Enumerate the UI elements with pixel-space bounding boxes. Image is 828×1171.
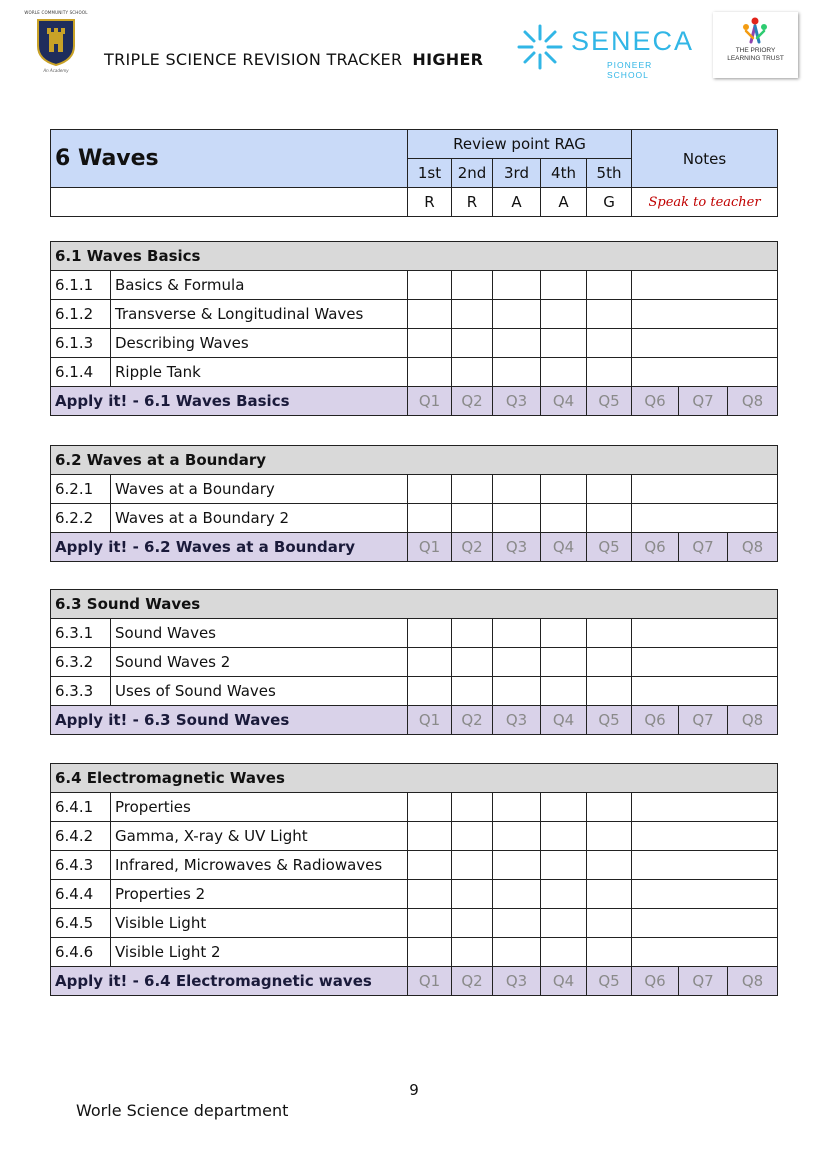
notes-entry-cell[interactable]: [632, 793, 778, 822]
item-name: Infrared, Microwaves & Radiowaves: [111, 851, 408, 880]
item-code: 6.4.2: [51, 822, 111, 851]
topic-header-table: [50, 129, 778, 217]
rag-entry-cell[interactable]: [493, 619, 541, 648]
rag-entry-cell[interactable]: [493, 909, 541, 938]
question-cell[interactable]: Q5: [587, 967, 632, 996]
table-row: [51, 880, 778, 909]
item-name: Ripple Tank: [111, 358, 408, 387]
apply-it-label: Apply it! - 6.1 Waves Basics: [51, 387, 408, 416]
rag-entry-cell[interactable]: [452, 271, 493, 300]
item-code: 6.3.1: [51, 619, 111, 648]
item-name: Transverse & Longitudinal Waves: [111, 300, 408, 329]
rag-entry-cell[interactable]: [587, 358, 632, 387]
rag-entry-cell[interactable]: [452, 909, 493, 938]
rag-entry-cell[interactable]: [587, 880, 632, 909]
item-name: Waves at a Boundary 2: [111, 504, 408, 533]
crest-icon: [36, 18, 76, 66]
rag-entry-cell[interactable]: [408, 880, 452, 909]
rag-entry-cell[interactable]: [541, 475, 587, 504]
question-cell[interactable]: Q6: [632, 387, 679, 416]
rag-entry-cell[interactable]: [408, 358, 452, 387]
item-name: Visible Light 2: [111, 938, 408, 967]
rag-entry-cell[interactable]: [541, 329, 587, 358]
question-cell[interactable]: Q5: [587, 533, 632, 562]
seneca-burst-icon: [515, 22, 565, 72]
rag-entry-cell[interactable]: [587, 619, 632, 648]
rag-entry-cell[interactable]: [452, 358, 493, 387]
rag-entry-cell[interactable]: [452, 677, 493, 706]
question-cell[interactable]: Q7: [679, 967, 728, 996]
rag-entry-cell[interactable]: [493, 475, 541, 504]
rag-entry-cell[interactable]: [408, 909, 452, 938]
table-row: [51, 909, 778, 938]
section-title: 6.3 Sound Waves: [51, 590, 778, 619]
table-row: [51, 358, 778, 387]
item-name: Basics & Formula: [111, 271, 408, 300]
rag-entry-cell[interactable]: [408, 677, 452, 706]
item-name: Properties: [111, 793, 408, 822]
rag-entry-cell[interactable]: [493, 793, 541, 822]
rag-entry-cell[interactable]: [541, 300, 587, 329]
notes-entry-cell[interactable]: [632, 938, 778, 967]
page-number: 9: [409, 1081, 419, 1099]
apply-row: [51, 967, 778, 996]
item-code: 6.2.1: [51, 475, 111, 504]
item-name: Uses of Sound Waves: [111, 677, 408, 706]
table-row: [51, 329, 778, 358]
item-name: Properties 2: [111, 880, 408, 909]
section-table: [50, 589, 778, 735]
rag-entry-cell[interactable]: [587, 329, 632, 358]
rag-entry-cell[interactable]: [587, 475, 632, 504]
table-row: [51, 271, 778, 300]
rag-entry-cell[interactable]: [541, 271, 587, 300]
rag-entry-cell[interactable]: [587, 677, 632, 706]
question-cell[interactable]: Q7: [679, 533, 728, 562]
apply-it-label: Apply it! - 6.4 Electromagnetic waves: [51, 967, 408, 996]
rag-entry-cell[interactable]: [587, 822, 632, 851]
item-code: 6.3.3: [51, 677, 111, 706]
rag-entry-cell[interactable]: [493, 271, 541, 300]
seneca-sub: PIONEER SCHOOL: [607, 60, 653, 80]
apply-row: [51, 706, 778, 735]
rag-entry-cell[interactable]: [541, 851, 587, 880]
question-cell[interactable]: Q1: [408, 706, 452, 735]
question-cell[interactable]: Q4: [541, 387, 587, 416]
rag-entry-cell[interactable]: [541, 677, 587, 706]
question-cell[interactable]: Q6: [632, 533, 679, 562]
item-code: 6.3.2: [51, 648, 111, 677]
notes-entry-cell[interactable]: [632, 648, 778, 677]
school-sub: An Academy: [43, 68, 69, 73]
rag-entry-cell[interactable]: [493, 358, 541, 387]
question-cell[interactable]: Q1: [408, 967, 452, 996]
table-row: [51, 793, 778, 822]
rag-entry-cell[interactable]: [493, 677, 541, 706]
notes-value[interactable]: Speak to teacher: [632, 188, 778, 217]
item-code: 6.4.5: [51, 909, 111, 938]
rag-entry-cell[interactable]: [587, 938, 632, 967]
rag-entry-cell[interactable]: [587, 648, 632, 677]
apply-row: [51, 533, 778, 562]
rag-entry-cell[interactable]: [541, 822, 587, 851]
item-name: Visible Light: [111, 909, 408, 938]
apply-it-label: Apply it! - 6.3 Sound Waves: [51, 706, 408, 735]
rag-entry-cell[interactable]: [408, 938, 452, 967]
question-cell[interactable]: Q4: [541, 967, 587, 996]
rag-entry-cell[interactable]: [493, 504, 541, 533]
section-title: 6.2 Waves at a Boundary: [51, 446, 778, 475]
rag-entry-cell[interactable]: [452, 648, 493, 677]
question-cell[interactable]: Q6: [632, 706, 679, 735]
rag-entry-cell[interactable]: [541, 793, 587, 822]
rag-entry-cell[interactable]: [541, 358, 587, 387]
rag-value-2[interactable]: R: [452, 188, 493, 217]
rag-entry-cell[interactable]: [493, 880, 541, 909]
question-cell[interactable]: Q1: [408, 533, 452, 562]
question-cell[interactable]: Q3: [493, 706, 541, 735]
item-code: 6.4.6: [51, 938, 111, 967]
table-row: [51, 648, 778, 677]
trust-figures-icon: [739, 16, 771, 46]
rag-entry-cell[interactable]: [408, 619, 452, 648]
question-cell[interactable]: Q5: [587, 706, 632, 735]
rag-entry-cell[interactable]: [408, 648, 452, 677]
question-cell[interactable]: Q3: [493, 387, 541, 416]
question-cell[interactable]: Q7: [679, 387, 728, 416]
section-title: 6.1 Waves Basics: [51, 242, 778, 271]
rag-entry-cell[interactable]: [452, 329, 493, 358]
rag-value-1[interactable]: R: [408, 188, 452, 217]
apply-row: [51, 387, 778, 416]
question-cell[interactable]: Q7: [679, 706, 728, 735]
rag-entry-cell[interactable]: [541, 648, 587, 677]
rag-entry-cell[interactable]: [452, 880, 493, 909]
rag-entry-cell[interactable]: [452, 938, 493, 967]
page-header: [0, 0, 828, 100]
review-point-3: 3rd: [493, 159, 541, 188]
tracker-title: [104, 50, 483, 69]
school-caption: WORLE COMMUNITY SCHOOL: [24, 10, 88, 15]
table-row: [51, 677, 778, 706]
question-cell[interactable]: Q2: [452, 967, 493, 996]
seneca-logo: [515, 22, 695, 80]
trust-name-line-2: LEARNING TRUST: [727, 55, 784, 62]
review-point-1: 1st: [408, 159, 452, 188]
rag-value-4[interactable]: A: [541, 188, 587, 217]
department-name: Worle Science department: [76, 1101, 289, 1120]
notes-entry-cell[interactable]: [632, 619, 778, 648]
rag-entry-cell[interactable]: [587, 851, 632, 880]
rag-entry-cell[interactable]: [587, 504, 632, 533]
rag-entry-cell[interactable]: [452, 822, 493, 851]
rag-entry-cell[interactable]: [587, 909, 632, 938]
question-cell[interactable]: Q8: [728, 706, 778, 735]
rag-entry-cell[interactable]: [452, 504, 493, 533]
item-code: 6.4.4: [51, 880, 111, 909]
notes-entry-cell[interactable]: [632, 909, 778, 938]
notes-entry-cell[interactable]: [632, 329, 778, 358]
apply-it-label: Apply it! - 6.2 Waves at a Boundary: [51, 533, 408, 562]
tracker-title-text: TRIPLE SCIENCE REVISION TRACKER: [104, 50, 403, 69]
rag-entry-cell[interactable]: [587, 271, 632, 300]
notes-entry-cell[interactable]: [632, 300, 778, 329]
rag-entry-cell[interactable]: [541, 909, 587, 938]
item-code: 6.1.1: [51, 271, 111, 300]
rag-entry-cell[interactable]: [587, 300, 632, 329]
question-cell[interactable]: Q3: [493, 967, 541, 996]
question-cell[interactable]: Q2: [452, 533, 493, 562]
rag-value-5[interactable]: G: [587, 188, 632, 217]
review-point-label: Review point RAG: [408, 130, 632, 159]
question-cell[interactable]: Q5: [587, 387, 632, 416]
table-row: [51, 619, 778, 648]
rag-entry-cell[interactable]: [587, 793, 632, 822]
rag-entry-cell[interactable]: [452, 793, 493, 822]
review-point-5: 5th: [587, 159, 632, 188]
notes-entry-cell[interactable]: [632, 358, 778, 387]
section-table: [50, 763, 778, 996]
rag-entry-cell[interactable]: [541, 938, 587, 967]
item-code: 6.1.4: [51, 358, 111, 387]
item-name: Sound Waves 2: [111, 648, 408, 677]
question-cell[interactable]: Q4: [541, 533, 587, 562]
rag-entry-cell[interactable]: [493, 329, 541, 358]
rag-entry-cell[interactable]: [408, 329, 452, 358]
item-code: 6.2.2: [51, 504, 111, 533]
rag-entry-cell[interactable]: [408, 851, 452, 880]
table-row: [51, 938, 778, 967]
notes-entry-cell[interactable]: [632, 475, 778, 504]
table-row: [51, 822, 778, 851]
question-cell[interactable]: Q3: [493, 533, 541, 562]
notes-entry-cell[interactable]: [632, 504, 778, 533]
rag-entry-cell[interactable]: [452, 619, 493, 648]
topic-blank-cell[interactable]: [51, 188, 408, 217]
rag-entry-cell[interactable]: [493, 851, 541, 880]
item-name: Sound Waves: [111, 619, 408, 648]
item-name: Waves at a Boundary: [111, 475, 408, 504]
rag-entry-cell[interactable]: [452, 300, 493, 329]
rag-entry-cell[interactable]: [493, 938, 541, 967]
table-row: [51, 851, 778, 880]
rag-entry-cell[interactable]: [541, 619, 587, 648]
item-code: 6.4.3: [51, 851, 111, 880]
rag-value-3[interactable]: A: [493, 188, 541, 217]
question-cell[interactable]: Q8: [728, 387, 778, 416]
trust-name: [713, 47, 798, 63]
rag-entry-cell[interactable]: [408, 793, 452, 822]
question-cell[interactable]: Q8: [728, 967, 778, 996]
rag-entry-cell[interactable]: [452, 851, 493, 880]
notes-header: Notes: [632, 130, 778, 188]
notes-entry-cell[interactable]: [632, 851, 778, 880]
review-point-4: 4th: [541, 159, 587, 188]
seneca-name: SENECA: [571, 26, 695, 56]
table-row: [51, 504, 778, 533]
notes-entry-cell[interactable]: [632, 822, 778, 851]
item-code: 6.1.2: [51, 300, 111, 329]
rag-entry-cell[interactable]: [408, 822, 452, 851]
rag-entry-cell[interactable]: [408, 475, 452, 504]
topic-title: 6 Waves: [51, 130, 408, 188]
rag-entry-cell[interactable]: [541, 504, 587, 533]
item-name: Describing Waves: [111, 329, 408, 358]
question-cell[interactable]: Q6: [632, 967, 679, 996]
tier-label: HIGHER: [412, 50, 484, 69]
question-cell[interactable]: Q1: [408, 387, 452, 416]
rag-entry-cell[interactable]: [541, 880, 587, 909]
school-logo: [20, 10, 92, 73]
table-row: [51, 300, 778, 329]
item-code: 6.1.3: [51, 329, 111, 358]
rag-entry-cell[interactable]: [408, 504, 452, 533]
rag-entry-cell[interactable]: [493, 300, 541, 329]
section-table: [50, 241, 778, 416]
trust-logo: [713, 12, 798, 78]
question-cell[interactable]: Q2: [452, 706, 493, 735]
item-name: Gamma, X-ray & UV Light: [111, 822, 408, 851]
section-title: 6.4 Electromagnetic Waves: [51, 764, 778, 793]
rag-entry-cell[interactable]: [408, 300, 452, 329]
rag-entry-cell[interactable]: [493, 822, 541, 851]
question-cell[interactable]: Q2: [452, 387, 493, 416]
rag-entry-cell[interactable]: [493, 648, 541, 677]
notes-entry-cell[interactable]: [632, 271, 778, 300]
question-cell[interactable]: Q4: [541, 706, 587, 735]
table-row: [51, 475, 778, 504]
trust-name-line-1: THE PRIORY: [735, 47, 776, 54]
question-cell[interactable]: Q8: [728, 533, 778, 562]
review-point-2: 2nd: [452, 159, 493, 188]
notes-entry-cell[interactable]: [632, 677, 778, 706]
item-code: 6.4.1: [51, 793, 111, 822]
rag-entry-cell[interactable]: [452, 475, 493, 504]
section-table: [50, 445, 778, 562]
rag-entry-cell[interactable]: [408, 271, 452, 300]
notes-entry-cell[interactable]: [632, 880, 778, 909]
